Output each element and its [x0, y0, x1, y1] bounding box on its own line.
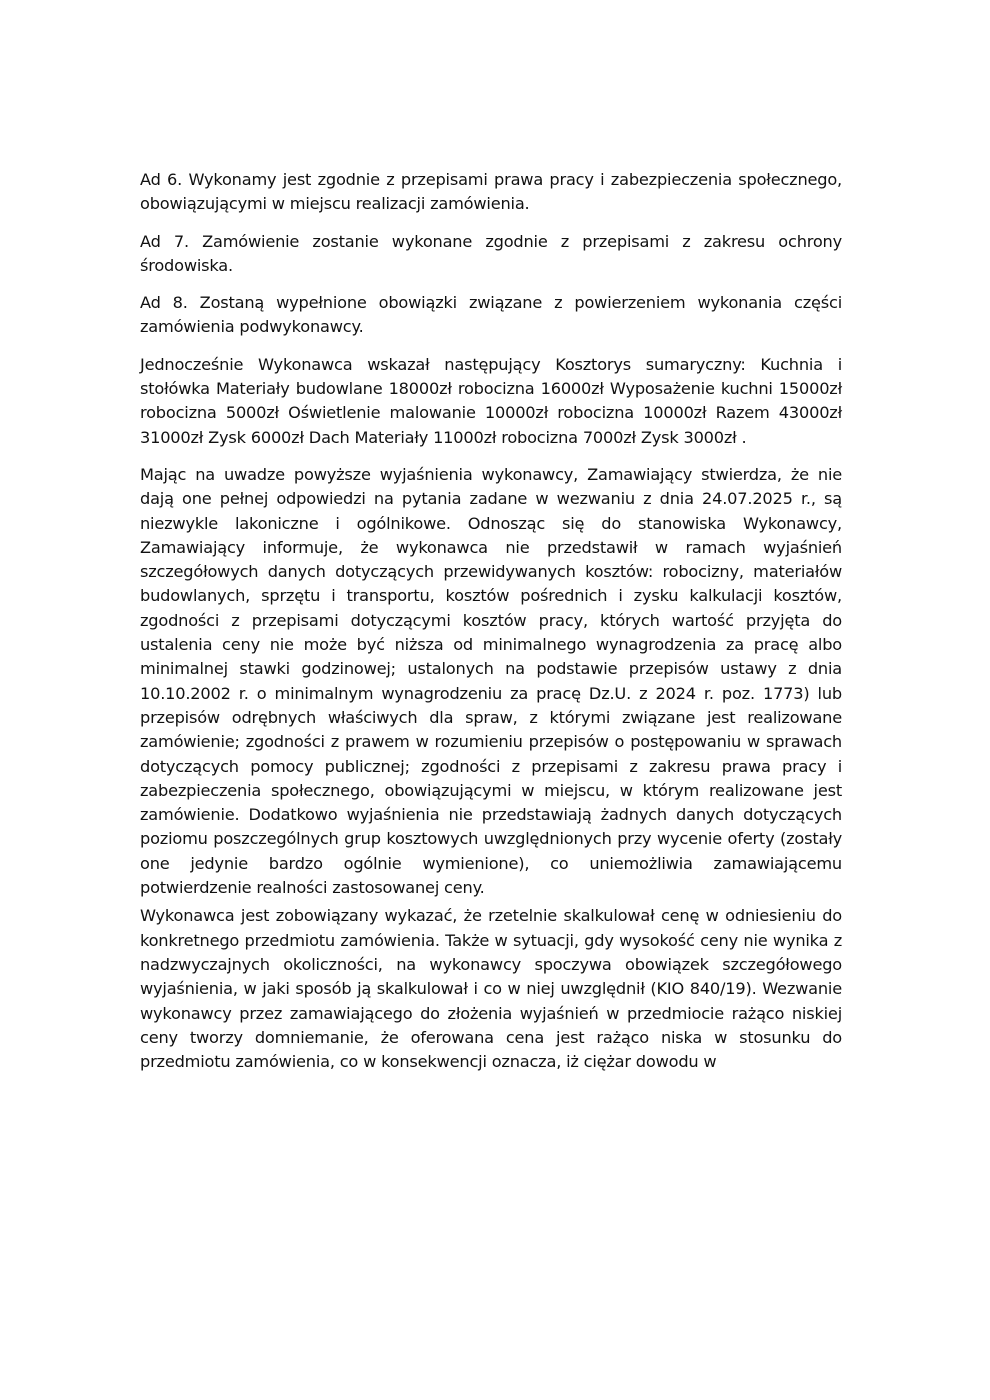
paragraph-ad-6: Ad 6. Wykonamy jest zgodnie z przepisami prawa pracy i zabezpieczenia społecznego, obowiązującymi w miejscu realizacji zamówienia.	[140, 170, 842, 214]
paragraph-obligation: Wykonawca jest zobowiązany wykazać, że rzetelnie skalkulował cenę w odniesieniu do konkretnego przedmiotu zamówienia. Także w sytuacji, gdy wysokość ceny nie wynika z nadzwyczajnych okoliczności, na wykonawcy spoczywa obowiązek szczegółowego wyjaśnienia, w jaki sposób ją skalkulował i co w niej uwzględnił (KIO 840/19). Wezwanie wykonawcy przez zamawiającego do złożenia wyjaśnień w przedmiocie rażąco niskiej ceny tworzy domniemanie, że oferowana cena jest rażąco niska w stosunku do przedmiotu zamówienia, co w konsekwencji oznacza, iż ciężar dowodu w	[140, 906, 842, 1072]
paragraph-ad-8: Ad 8. Zostaną wypełnione obowiązki związane z powierzeniem wykonania części zamówienia podwykonawcy.	[140, 293, 842, 337]
document-page	[140, 168, 842, 1087]
paragraph-ad-7: Ad 7. Zamówienie zostanie wykonane zgodnie z przepisami z zakresu ochrony środowiska.	[140, 231, 842, 275]
paragraph-assessment: Mając na uwadze powyższe wyjaśnienia wykonawcy, Zamawiający stwierdza, że nie dają one pełnej odpowiedzi na pytania zadane w wezwaniu z dnia 24.07.2025 r., są niezwykle lakoniczne i ogólnikowe. Odnosząc się do stanowiska Wykonawcy, Zamawiający informuje, że wykonawca nie przedstawił w ramach wyjaśnień szczegółowych danych dotyczących przewidywanych kosztów: robocizny, materiałów budowlanych, sprzętu i transportu, kosztów pośrednich i zysku kalkulacji kosztów, zgodności z przepisami dotyczącymi kosztów pracy, których wartość przyjęta do ustalenia ceny nie może być niższa od minimalnego wynagrodzenia za pracę albo minimalnej stawki godzinowej; ustalonych na podstawie przepisów ustawy z dnia 10.10.2002 r. o minimalnym wynagrodzeniu za pracę Dz.U. z 2024 r. poz. 1773) lub przepisów odrębnych właściwych dla spraw, z którymi związane jest realizowane zamówienie; zgodności z prawem w rozumieniu przepisów o postępowaniu w sprawach dotyczących pomocy publicznej; zgodności z przepisami z zakresu prawa pracy i zabezpieczenia społecznego, obowiązującymi w miejscu, w którym realizowane jest zamówienie. Dodatkowo wyjaśnienia nie przedstawiają żadnych danych dotyczących poziomu poszczególnych grup kosztowych uwzględnionych przy wycenie oferty (zostały one jedynie bardzo ogólnie wymienione), co uniemożliwia zamawiającemu potwierdzenie realności zastosowanej ceny.	[140, 464, 842, 898]
paragraph-cost-estimate: Jednocześnie Wykonawca wskazał następujący Kosztorys sumaryczny: Kuchnia i stołówka Materiały budowlane 18000zł robocizna 16000zł Wyposażenie kuchni 15000zł robocizna 5000zł Oświetlenie malowanie 10000zł robocizna 10000zł Razem 43000zł 31000zł Zysk 6000zł Dach Materiały 11000zł robocizna 7000zł Zysk 3000zł .	[140, 354, 842, 447]
